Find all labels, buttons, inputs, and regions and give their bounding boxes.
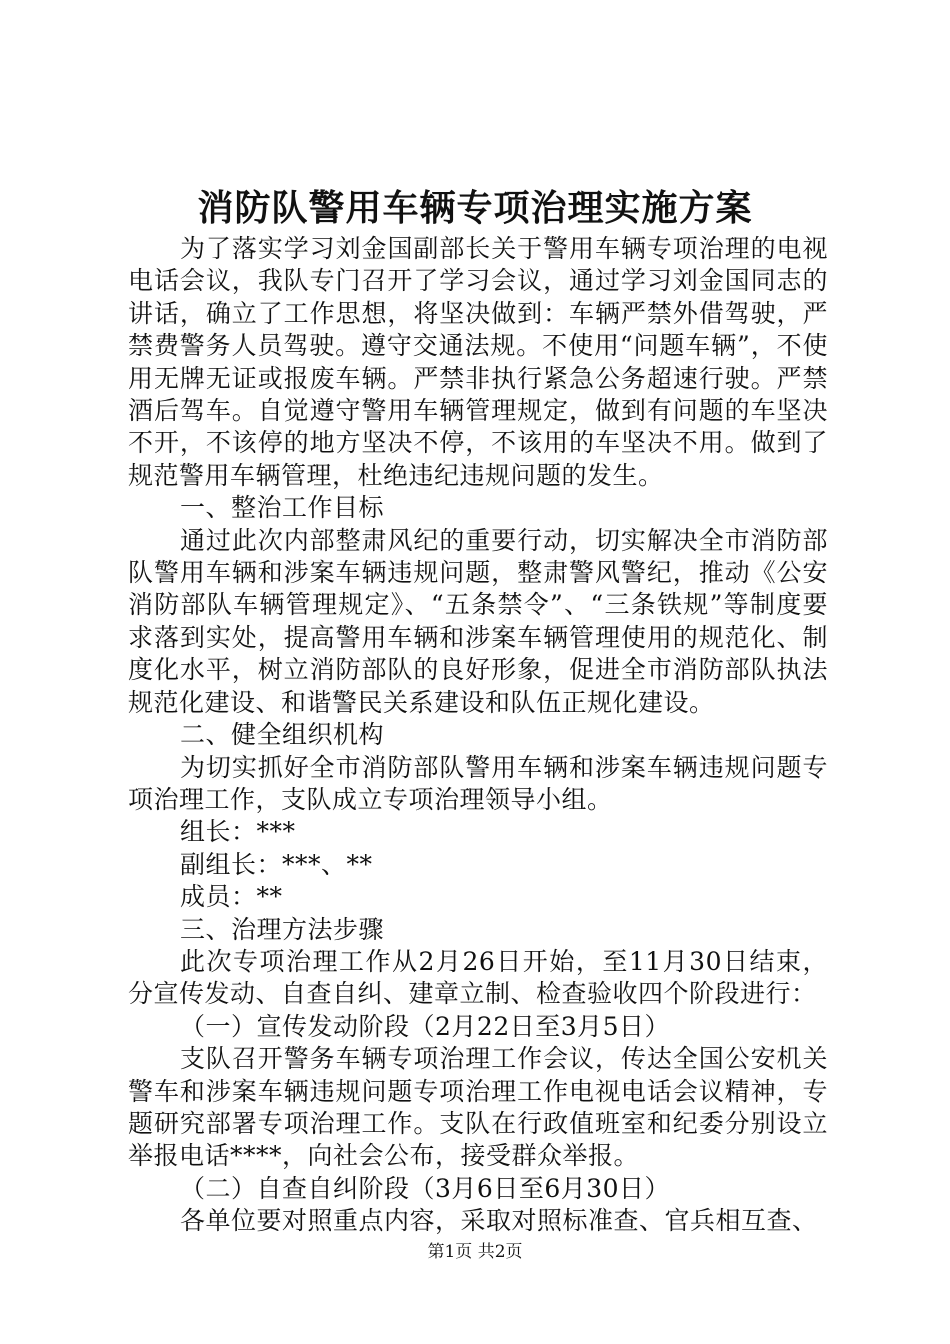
document-body: [128, 233, 828, 1238]
members-line: 成员：**: [180, 882, 283, 912]
section-heading-steps: 三、治理方法步骤: [180, 914, 385, 944]
intro-paragraph: 为了落实学习刘金国副部长关于警用车辆专项治理的电视电话会议，我队专门召开了学习会议，通过学习刘金国同志的讲话，确立了工作思想，将坚决做到：车辆严禁外借驾驶，严禁费警务人员驾驶。遵守交通法规。不使用“问题车辆”，不使用无牌无证或报废车辆。严禁非执行紧急公务超速行驶。严禁酒后驾车。自觉遵守警用车辆管理规定，做到有问题的车坚决不开，不该停的地方坚决不停，不该用的车坚决不用。做到了规范警用车辆管理，杜绝违纪违规问题的发生。: [128, 234, 828, 490]
goals-paragraph: 通过此次内部整肃风纪的重要行动，切实解决全市消防部队警用车辆和涉案车辆违规问题，整肃警风警纪，推动《公安消防部队车辆管理规定》、“五条禁令”、“三条铁规”等制度要求落到实处，提高警用车辆和涉案车辆管理使用的规范化、制度化水平，树立消防部队的良好形象，促进全市消防部队执法规范化建设、和谐警民关系建设和队伍正规化建设。: [128, 525, 828, 717]
organization-paragraph: 为切实抓好全市消防部队警用车辆和涉案车辆违规问题专项治理工作，支队成立专项治理领导小组。: [128, 752, 828, 814]
subsection-heading-self-check: （二）自查自纠阶段（3月6日至6月30日）: [180, 1173, 671, 1203]
page-number-footer: 第1页 共2页: [427, 1242, 523, 1262]
subsection-heading-publicity: （一）宣传发动阶段（2月22日至3月5日）: [180, 1011, 671, 1041]
deputy-leader-line: 副组长：***、**: [180, 849, 373, 879]
self-check-paragraph: 各单位要对照重点内容，采取对照标准查、官兵相互查、: [180, 1206, 818, 1236]
section-heading-organization: 二、健全组织机构: [180, 720, 385, 750]
section-heading-goals: 一、整治工作目标: [180, 493, 385, 523]
document-title: 消防队警用车辆专项治理实施方案: [197, 187, 753, 229]
steps-paragraph: 此次专项治理工作从2月26日开始，至11月30日结束，分宣传发动、自查自纠、建章立制、检查验收四个阶段进行：: [128, 946, 828, 1009]
team-leader-line: 组长：***: [180, 817, 296, 847]
publicity-paragraph: 支队召开警务车辆专项治理工作会议，传达全国公安机关警车和涉案车辆违规问题专项治理工作电视电话会议精神，专题研究部署专项治理工作。支队在行政值班室和纪委分别设立举报电话****，向社会公布，接受群众举报。: [128, 1044, 828, 1171]
